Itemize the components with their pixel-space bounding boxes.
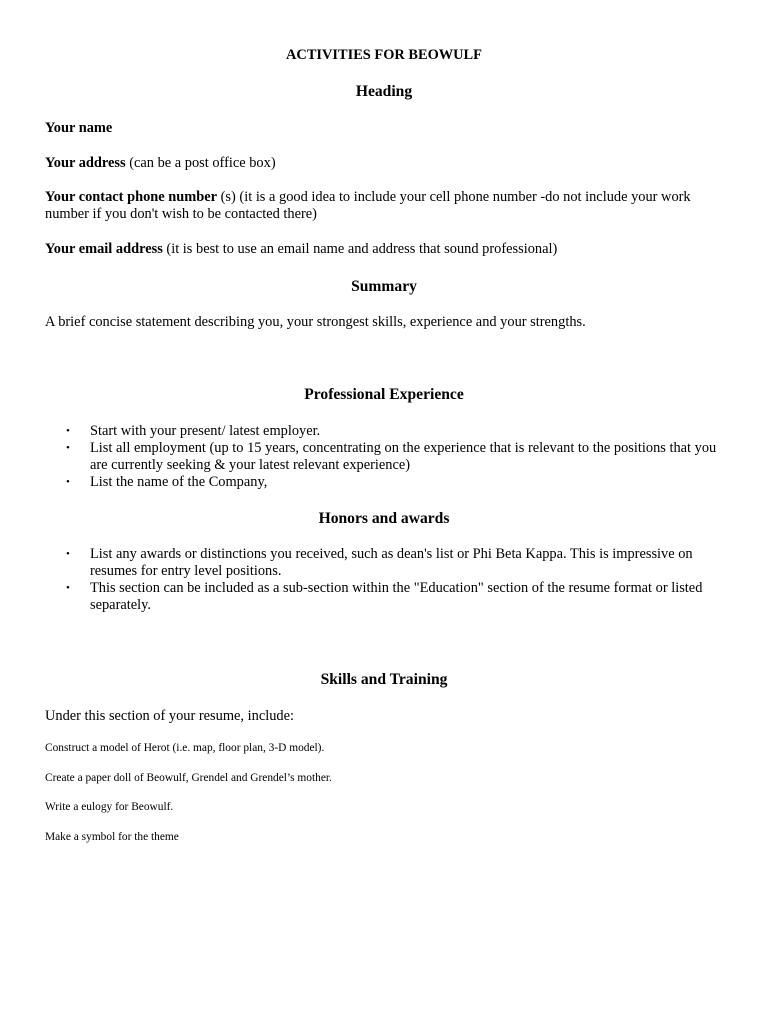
bullet-icon: • <box>66 425 70 437</box>
list-item: • Start with your present/ latest employer. <box>66 423 321 439</box>
summary-title: Summary <box>351 278 417 295</box>
email-line <box>45 241 557 258</box>
section-heading-title: Heading <box>355 83 413 100</box>
email-note: (it is best to use an email name and address that sound professional) <box>162 241 558 257</box>
document-title: ACTIVITIES FOR BEOWULF <box>286 47 482 63</box>
name-label: Your name <box>45 120 113 136</box>
bullet-icon: • <box>66 548 70 560</box>
experience-list <box>45 423 735 491</box>
list-item: • List the name of the Company, <box>66 474 268 490</box>
address-line <box>45 155 276 172</box>
skills-title: Skills and Training <box>320 671 448 688</box>
honors-title: Honors and awards <box>318 510 450 527</box>
skills-intro: Under this section of your resume, include: <box>45 708 294 724</box>
bullet-icon: • <box>66 442 70 454</box>
phone-note: (s) (it is a good idea to include your cell phone number -do not include your work number if you don't wish to be contacted there) <box>45 189 691 222</box>
summary-text: A brief concise statement describing you, your strongest skills, experience and your strengths. <box>45 314 586 330</box>
experience-title: Professional Experience <box>304 386 464 403</box>
honors-list <box>45 546 735 614</box>
list-item: • List any awards or distinctions you received, such as dean's list or Phi Beta Kappa. This is impressive on resumes for entry level positions. <box>66 546 693 579</box>
list-item: • List all employment (up to 15 years, concentrating on the experience that is relevant to the positions that you are currently seeking & your latest relevant experience) <box>66 440 717 473</box>
activity-item: Create a paper doll of Beowulf, Grendel and Grendel’s mother. <box>45 772 332 784</box>
list-item: • This section can be included as a sub-section within the "Education" section of the resume format or listed separately. <box>66 580 703 613</box>
address-note: (can be a post office box) <box>125 155 276 171</box>
email-label: Your email address <box>45 241 163 257</box>
phone-label: Your contact phone number <box>45 189 218 205</box>
bullet-icon: • <box>66 476 70 488</box>
phone-line <box>45 189 735 223</box>
bullet-icon: • <box>66 582 70 594</box>
activity-item: Write a eulogy for Beowulf. <box>45 801 174 813</box>
address-label: Your address <box>45 155 126 171</box>
activity-item: Construct a model of Herot (i.e. map, floor plan, 3-D model). <box>45 742 325 754</box>
activity-item: Make a symbol for the theme <box>45 831 179 843</box>
